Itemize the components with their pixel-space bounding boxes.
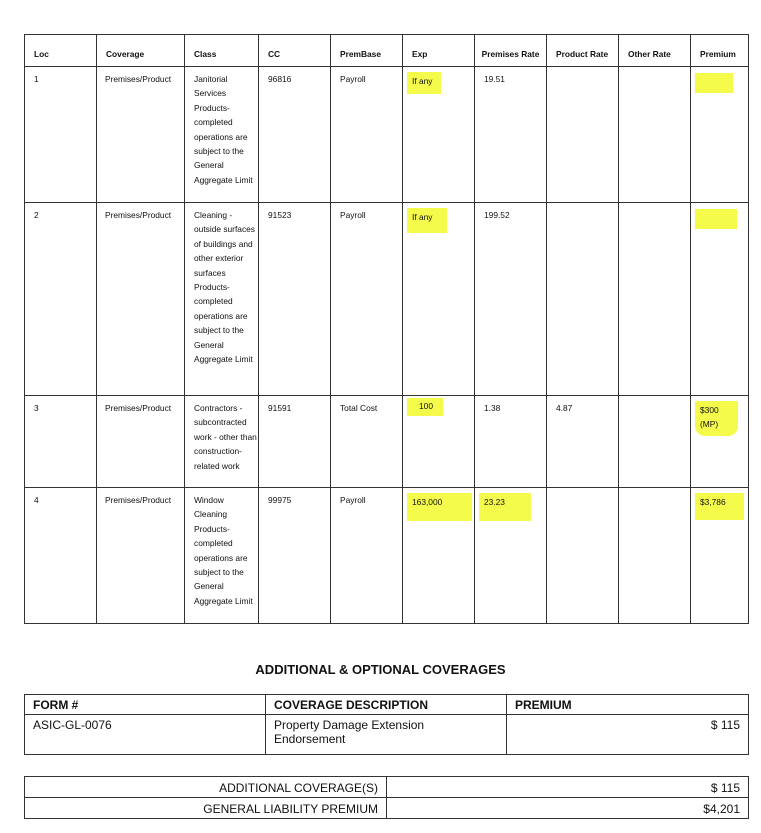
header-exp: Exp [403, 35, 475, 67]
cell-loc: 4 [25, 488, 97, 624]
cell-form: ASIC-GL-0076 [25, 715, 266, 755]
rating-table [24, 34, 749, 624]
highlight-mark [695, 73, 733, 93]
cell-exp [403, 396, 475, 488]
table-row [25, 715, 749, 755]
header-premium: PREMIUM [507, 695, 749, 715]
cell-other-rate [619, 67, 691, 203]
highlight-mark: If any [407, 72, 441, 94]
highlight-mark: If any [407, 208, 447, 233]
cell-exp [403, 67, 475, 203]
cell-prem-base: Payroll [331, 203, 403, 396]
table-row [25, 203, 749, 396]
cell-premises-rate [475, 488, 547, 624]
highlight-mark [695, 209, 737, 229]
highlight-mark: $3,786 [695, 493, 744, 520]
cell-cc: 91523 [259, 203, 331, 396]
total-label: GENERAL LIABILITY PREMIUM [25, 798, 387, 819]
highlight-mark: $300 (MP) [695, 401, 738, 436]
highlight-mark: 100 [407, 398, 443, 416]
cell-premises-rate: 19.51 [475, 67, 547, 203]
cell-exp [403, 203, 475, 396]
total-value: $4,201 [387, 798, 749, 819]
cell-premium [691, 203, 749, 396]
totals-row [25, 798, 749, 819]
totals-table [24, 776, 749, 819]
total-value: $ 115 [387, 777, 749, 798]
cell-loc: 3 [25, 396, 97, 488]
header-class: Class [185, 35, 259, 67]
cell-cc: 96816 [259, 67, 331, 203]
cell-premium [691, 488, 749, 624]
header-cc: CC [259, 35, 331, 67]
cell-class: Janitorial Services Products-completed operations are subject to the General Aggregate Limit [185, 67, 259, 203]
header-premises-rate: Premises Rate [475, 35, 547, 67]
cell-premium [691, 396, 749, 488]
rating-header-row [25, 35, 749, 67]
cell-product-rate [547, 203, 619, 396]
cell-coverage: Premises/Product [97, 396, 185, 488]
table-row [25, 67, 749, 203]
header-form: FORM # [25, 695, 266, 715]
totals-row [25, 777, 749, 798]
cell-other-rate [619, 396, 691, 488]
highlight-mark: 23.23 [479, 493, 531, 521]
cell-prem-base: Total Cost [331, 396, 403, 488]
cell-cc: 91591 [259, 396, 331, 488]
header-coverage: Coverage [97, 35, 185, 67]
cell-product-rate [547, 67, 619, 203]
cell-exp [403, 488, 475, 624]
forms-header-row [25, 695, 749, 715]
table-row [25, 396, 749, 488]
cell-coverage: Premises/Product [97, 488, 185, 624]
cell-class: Cleaning - outside surfaces of buildings and other exterior surfaces Products-completed operations are subject to the General Aggregate Limit [185, 203, 259, 396]
cell-premises-rate: 1.38 [475, 396, 547, 488]
cell-premium: $ 115 [507, 715, 749, 755]
total-label: ADDITIONAL COVERAGE(S) [25, 777, 387, 798]
additional-coverages-table [24, 694, 749, 755]
table-row [25, 488, 749, 624]
cell-prem-base: Payroll [331, 488, 403, 624]
cell-loc: 2 [25, 203, 97, 396]
cell-coverage: Premises/Product [97, 203, 185, 396]
header-prem-base: PremBase [331, 35, 403, 67]
cell-premium [691, 67, 749, 203]
cell-product-rate: 4.87 [547, 396, 619, 488]
cell-product-rate [547, 488, 619, 624]
header-description: COVERAGE DESCRIPTION [266, 695, 507, 715]
cell-coverage: Premises/Product [97, 67, 185, 203]
cell-loc: 1 [25, 67, 97, 203]
section-title: ADDITIONAL & OPTIONAL COVERAGES [255, 662, 506, 677]
cell-prem-base: Payroll [331, 67, 403, 203]
highlight-mark: 163,000 [407, 493, 472, 521]
header-loc: Loc [25, 35, 97, 67]
header-product-rate: Product Rate [547, 35, 619, 67]
cell-class: Window Cleaning Products-completed operations are subject to the General Aggregate Limit [185, 488, 259, 624]
cell-other-rate [619, 488, 691, 624]
cell-description: Property Damage Extension Endorsement [266, 715, 507, 755]
cell-premises-rate: 199.52 [475, 203, 547, 396]
cell-class: Contractors - subcontracted work - other than construction-related work [185, 396, 259, 488]
cell-other-rate [619, 203, 691, 396]
cell-cc: 99975 [259, 488, 331, 624]
header-other-rate: Other Rate [619, 35, 691, 67]
header-premium: Premium [691, 35, 749, 67]
